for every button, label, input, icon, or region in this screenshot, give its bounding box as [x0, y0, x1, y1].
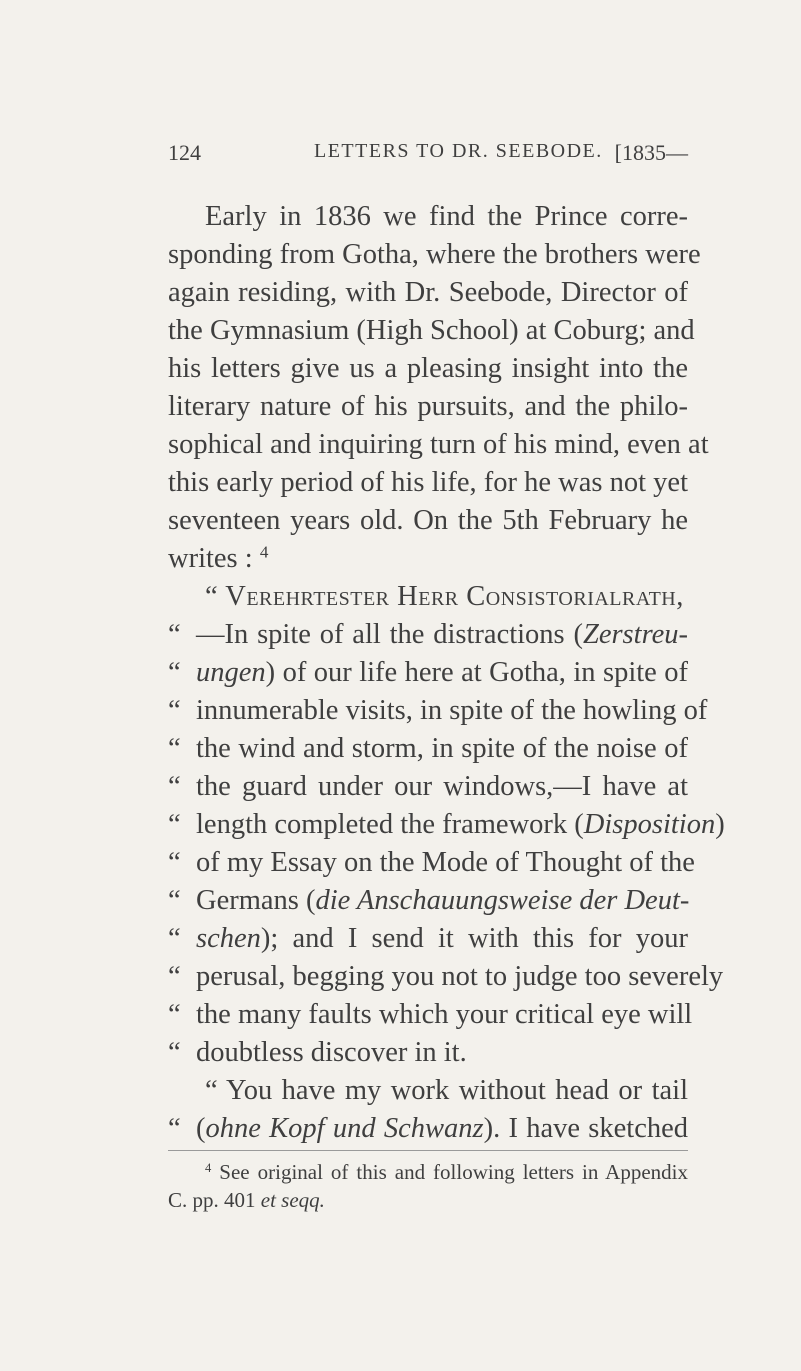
italic-term: die Anschauungsweise der Deut-	[315, 885, 690, 916]
text-segment: the wind and storm, in spite of the noise of	[196, 733, 688, 764]
quote-mark: “	[168, 619, 181, 650]
footnote-text: C. pp. 401	[168, 1188, 261, 1212]
text-segment: the many faults which your critical eye will	[196, 999, 693, 1030]
text-line	[168, 1034, 688, 1072]
quote-mark: “	[168, 961, 181, 992]
quote-mark: “	[168, 885, 181, 916]
quote-mark: “	[168, 695, 181, 726]
year-bracket: [1835—	[614, 140, 688, 165]
salutation: “ Verehrtester Herr Consistorialrath,	[205, 581, 684, 612]
italic-term: schen	[196, 923, 261, 954]
text-segment: doubtless discover in it.	[196, 1037, 467, 1068]
footnote-ref: 4	[259, 542, 269, 562]
text-segment: the guard under our windows,—I have at	[196, 771, 688, 802]
text-line	[168, 540, 688, 578]
text-segment: ); and I send it with this for your	[260, 923, 688, 954]
text-line	[168, 996, 693, 1034]
text-line: sophical and inquiring turn of his mind, even at	[168, 429, 709, 460]
text-line	[168, 692, 708, 730]
quote-mark: “	[168, 771, 181, 802]
text-line: this early period of his life, for he was not yet	[168, 467, 688, 498]
footnote-divider	[168, 1150, 688, 1151]
text-line	[168, 730, 688, 768]
text-segment: Germans (	[196, 885, 316, 916]
text-line	[168, 768, 688, 806]
text-line	[168, 844, 695, 882]
text-line: literary nature of his pursuits, and the philo-	[168, 391, 688, 422]
quote-mark: “	[168, 733, 181, 764]
text-segment: ) of our life here at Gotha, in spite of	[265, 657, 688, 688]
text-segment: —In spite of all the distractions (	[196, 619, 583, 650]
text-segment: length completed the framework (	[196, 809, 584, 840]
text-line	[168, 1110, 688, 1148]
quote-mark: “	[168, 999, 181, 1030]
footnote-text: See original of this and following letters in Appendix	[219, 1160, 689, 1184]
footnote-mark: 4	[205, 1161, 212, 1176]
text-line	[168, 654, 688, 692]
text-line	[168, 882, 688, 920]
footnote-line	[205, 1158, 688, 1186]
quote-mark: “	[168, 809, 181, 840]
text-line: sponding from Gotha, where the brothers were	[168, 239, 701, 270]
italic-term: ungen	[196, 657, 266, 688]
text-segment: (	[196, 1113, 206, 1144]
page-number: 124	[168, 140, 201, 165]
running-head	[168, 140, 688, 170]
text-line: seventeen years old. On the 5th February he	[168, 505, 688, 536]
text-line: the Gymnasium (High School) at Coburg; and	[168, 315, 695, 346]
italic-term: Disposition	[583, 809, 716, 840]
quote-mark: “	[168, 657, 181, 688]
text-line: his letters give us a pleasing insight into the	[168, 353, 688, 384]
quote-mark: “	[168, 1037, 181, 1068]
text-segment: perusal, begging you not to judge too severely	[196, 961, 724, 992]
text-line	[168, 806, 725, 844]
quote-mark: “	[168, 923, 181, 954]
text-line	[168, 920, 688, 958]
text-line	[168, 616, 688, 654]
text-segment: ). I have sketched	[483, 1113, 688, 1144]
text-segment: writes :	[168, 543, 253, 574]
text-segment: of my Essay on the Mode of Thought of the	[196, 847, 695, 878]
text-line: Early in 1836 we find the Prince corre-	[205, 201, 688, 232]
italic-term: Zerstreu-	[582, 619, 688, 650]
text-line: again residing, with Dr. Seebode, Director of	[168, 277, 688, 308]
italic-term: ohne Kopf und Schwanz	[205, 1113, 484, 1144]
text-line: “ You have my work without head or tail	[205, 1075, 688, 1106]
quote-mark: “	[168, 1113, 181, 1144]
text-line	[168, 958, 724, 996]
quote-mark: “	[168, 847, 181, 878]
footnote-line	[168, 1186, 688, 1214]
text-segment: innumerable visits, in spite of the howling of	[196, 695, 708, 726]
footnote-italic: et seqq.	[260, 1188, 325, 1212]
running-title: LETTERS TO DR. SEEBODE.	[314, 140, 603, 162]
text-segment: )	[715, 809, 725, 840]
